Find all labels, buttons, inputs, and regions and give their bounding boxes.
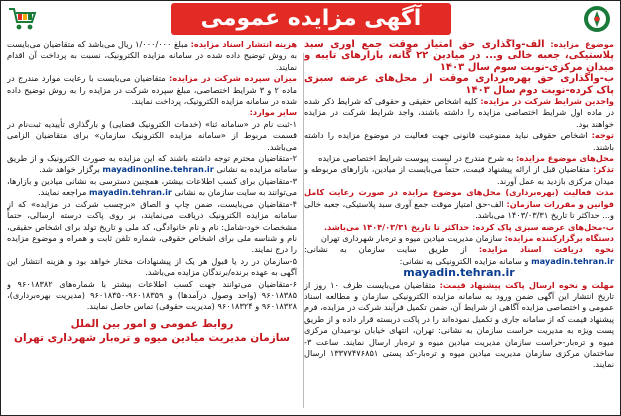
subject-paragraph: موضوع مزایده: الف-واگذاری حق امتیاز موقت جمع آوری سبد پلاستیکی، جعبه خالی و... در میادین ۲۲ گانه، بازارهای تایبه و میدان مرکزی-نوبت سوم سال ۱۴۰۳	[304, 39, 614, 73]
visit-paragraph: تذکر: متقاضیان قبل از ارائه پیشنهاد قیمت، حتماً می‌بایست از میادین، بازارهای مربوطه و میدان مرکزی بازدید به عمل آورند.	[304, 164, 614, 186]
page-title: آگهی مزایده عمومی	[171, 3, 451, 35]
site-link-main[interactable]: mayadin.tehran.ir	[89, 187, 172, 198]
right-column	[304, 39, 614, 413]
deadline-paragraph: مهلت و نحوه ارسال پاکت پیشنهاد قیمت: متقاضیان می‌بایست ظرف ۱۰ روز از تاریخ انتشار این آگهی ضمن ورود به سامانه مزایده الکترونیکی سازمان و مطالعه اسناد عمومی و اختصاصی مزایده آگاهی از شرایط آن، ضمن تکمیل فرآیند شرکت در مزایده، فرم پیشنهاد قیمت که از سامانه جاری و تکمیل نموده‌اند را در پاکت دربسته قرار داده و از طریق پست ویژه به مدیریت حراست سازمان به نشانی: تهران، انتهای خیابان نو-میدان مرکزی میوه و تره‌بار-حراست سازمان مدیریت میادین میوه و تره‌بار ارسال نمایند. ساعت ۳-ساختمان مرکزی سازمان مدیریت میادین میوه و تره‌بار-کد پستی ۱۳۳۷۷۴۷۶۸۵۱ ارسال نمایند.	[304, 279, 614, 370]
list-item: ۶-متقاضیان می‌توانند جهت کسب اطلاعات بیشتر با شماره‌های ۹۶۰۱۸۳۸۲ و ۹۶۰۱۸۳۸۵ (واحد وصول درآمدها) و ۹۶۰۱۸۳۵۹-۹۶۰۱۸۳۵۰ (مدیریت بهره‌برداری)، ۹۶۰۱۸۳۲۸ و ۹۶۰۱۸۳۲۴ (مدیریت حقوقی) تماس حاصل نمایند.	[7, 278, 297, 312]
fee-paragraph: هزینه انتشار اسناد مزایده: مبلغ ۱/۰۰۰/۰۰۰ ریال می‌باشد که متقاضیان می‌بایست به روش توضیح داده شده در سامانه مزایده الکترونیک، نسبت به پرداخت آن اقدام نمایند.	[7, 39, 297, 72]
header	[1, 1, 620, 37]
tehran-municipality-logo-icon	[582, 4, 612, 34]
list-item: ۱-ثبت نام در «سامانه ثنا» (خدمات الکترونیک قضایی) و بارگذاری تأییدیه ثبت‌نام در قسمت مربوط از «سامانه مزایده الکترونیک سازمان» برای متقاضیان الزامی می‌باشد.	[7, 118, 297, 152]
site-link-2-wrap	[304, 267, 614, 279]
note-paragraph: توجه: اشخاص حقوقی نباید ممنوعیت قانونی جهت فعالیت در موضوع مزایده را داشته باشند.	[304, 130, 614, 152]
locations-paragraph: محل‌های موضوع مزایده: به شرح مندرج در لیست پیوست شرایط اختصاصی مزایده	[318, 153, 614, 164]
site-link-online[interactable]: mayadinonline.tehran.ir	[102, 164, 214, 175]
eligibility-paragraph: واجدین شرایط شرکت در مزایده: کلیه اشخاص حقیقی و حقوقی که شرایط ذکر شده در ماده اول شرایط اختصاصی مزایده را داشته باشند، واجد شرایط شرکت در مزایده خواهند بود.	[304, 96, 614, 129]
subject-b: ب-واگذاری حق بهره‌برداری موقت از محل‌های عرضه سبزی پاک کرده-نوبت دوم سال ۱۴۰۳	[304, 73, 614, 96]
list-item: ۴-متقاضیان می‌بایست، ضمن چاپ و الصاق «برچسب شرکت در مزایده» که از سامانه مزایده الکترونیک دریافت می‌نمایند، بر روی پاکت درسته ارسالی، حتماً مشخصات خود-شامل: نام و نام خانوادگی، کد ملی و تاریخ تولد برای اشخاص حقیقی، نام و شناسه ملی برای اشخاص حقوقی، شماره تلفن ثابت و همراه و موضوع مزایده را درج نمایند.	[7, 198, 297, 255]
deposit-paragraph: میزان سپرده شرکت در مزایده: متقاضیان می‌بایست با رعایت موارد مندرج در ماده ۲ و ۳ شرایط اختصاصی، مبلغ سپرده شرکت در مزایده را به روش توضیح داده شده در سامانه مزایده الکترونیک، پرداخت نمایند.	[7, 73, 297, 107]
other-label: سایر موارد:	[249, 107, 297, 118]
docs-paragraph: نحوه دریافت اسناد مزایده: از طریق سایت سازمان به نشانی: mayadin.tehran.ir و سامانه مزایده الکترونیکی به نشانی:	[304, 244, 614, 266]
period-b: ب-محل‌های عرضه سبزی پاک کرده: حداکثر تا تاریخ ۱۴۰۴/۰۳/۳۱ می‌باشد.	[323, 221, 614, 232]
site-link-1[interactable]: mayadin.tehran.ir	[531, 255, 614, 266]
shopping-cart-icon	[7, 5, 39, 33]
list-item: ۲-متقاضیان محترم توجه داشته باشند که این مزایده به صورت الکترونیک و از طریق سامانه مزایده به نشانی mayadinonline.tehran.ir برگزار خواهد شد.	[7, 153, 297, 175]
site-link-2[interactable]: mayadin.tehran.ir	[403, 266, 515, 280]
organizer-paragraph: دستگاه برگزارکننده مزایده: سازمان مدیریت میادین میوه و تره‌بار شهرداری تهران	[320, 232, 614, 243]
left-column	[7, 39, 297, 413]
period-paragraph: مدت فعالیت (بهره‌برداری) محل‌های موضوع مزایده در صورت رعایت کامل قوانین و مقررات سازمان: الف-حق امتیاز موقت جمع آوری سبد پلاستیکی، جعبه خالی و... حداکثر تا تاریخ ۱۴۰۳/۰۳/۳۱ می‌باشد.	[304, 187, 614, 221]
column-divider	[303, 53, 304, 408]
subject-a: الف-واگذاری حق امتیاز موقت جمع آوری سبد پلاستیکی، جعبه خالی و... در میادین ۲۲ گانه، بازارهای تایبه و میدان مرکزی-نوبت سوم سال ۱۴۰۳	[304, 39, 614, 73]
list-item: ۵-سازمان در رد یا قبول هر یک از پیشنهادات مختار خواهد بود و هزینه انتشار این آگهی به عهده برنده/برندگان مزایده می‌باشد.	[7, 255, 297, 278]
list-item: ۳-متقاضیان برای کسب اطلاعات بیشتر، همچنین دسترسی به نشانی میادین و بازارها، می‌توانند به سایت سازمان به نشانی mayadin.tehran.ir مراجعه نمایند.	[7, 175, 297, 198]
footer-department: روابط عمومی و امور بین الملل	[70, 317, 234, 330]
footer-organization: سازمان مدیریت میادین میوه و تره‌بار شهرداری تهران	[13, 331, 291, 344]
content-columns	[7, 39, 614, 413]
